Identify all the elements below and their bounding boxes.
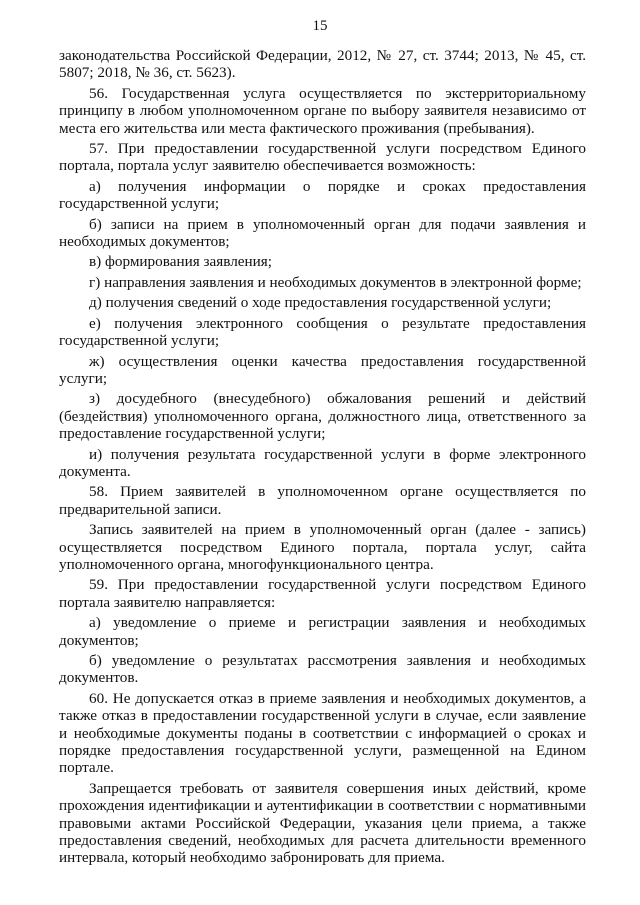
list-item-v: в) формирования заявления; xyxy=(89,253,272,271)
paragraph-58: 58. Прием заявителей в уполномоченном органе осуществляется по предварительной записи. xyxy=(59,483,586,518)
list-item-g: г) направления заявления и необходимых документов в электронной форме; xyxy=(89,273,582,291)
paragraph-60: 60. Не допускается отказ в приеме заявления и необходимых документов, а также отказ в предоставлении государственной услуги в случае, если заявление и необходимые документы поданы в соответствии с информацией о сроках и порядке предоставления государственной услуги, размещенной на Едином портале. xyxy=(59,689,586,777)
list-item-59-b: б) уведомление о результатах рассмотрения заявления и необходимых документов. xyxy=(59,652,586,687)
list-item-d: д) получения сведений о ходе предоставления государственной услуги; xyxy=(89,294,552,312)
paragraph-continuation: законодательства Российской Федерации, 2012, № 27, ст. 3744; 2013, № 45, ст. 5807; 2018, № 36, ст. 5623). xyxy=(59,47,586,82)
list-item-a: а) получения информации о порядке и сроках предоставления государственной услуги; xyxy=(59,177,586,213)
list-item-b: б) записи на прием в уполномоченный орган для подачи заявления и необходимых документов; xyxy=(59,215,586,251)
list-item-zh: ж) осуществления оценки качества предоставления государственной услуги; xyxy=(59,352,586,387)
paragraph-59: 59. При предоставлении государственной услуги посредством Единого портала заявителю направляется: xyxy=(59,576,586,611)
list-item-z: з) досудебного (внесудебного) обжалования решений и действий (бездействия) уполномоченного органа, должностного лица, ответственного за предоставление государственной услуги; xyxy=(59,390,586,443)
list-item-i: и) получения результата государственной услуги в форме электронного документа. xyxy=(59,445,586,480)
list-item-e: е) получения электронного сообщения о результате предоставления государственной услуги; xyxy=(59,314,586,350)
paragraph-58-record: Запись заявителей на прием в уполномоченный орган (далее - запись) осуществляется посредством Единого портала, портала услуг, сайта уполномоченного органа, многофункционального центра. xyxy=(59,521,586,573)
paragraph-60-prohibition: Запрещается требовать от заявителя совершения иных действий, кроме прохождения идентификации и аутентификации в соответствии с нормативными правовыми актами Российской Федерации, указания цели приема, а также предоставления сведений, необходимых для расчета длительности временного интервала, который необходимо забронировать для приема. xyxy=(59,779,586,867)
page-number: 15 xyxy=(312,18,328,34)
paragraph-57: 57. При предоставлении государственной услуги посредством Единого портала, портала услуг заявителю обеспечивается возможность: xyxy=(59,140,586,175)
document-body xyxy=(59,47,586,867)
list-item-59-a: а) уведомление о приеме и регистрации заявления и необходимых документов; xyxy=(59,614,586,649)
paragraph-56: 56. Государственная услуга осуществляется по экстерриториальному принципу в любом уполномоченном органе по выбору заявителя независимо от места его жительства или места фактического проживания (пребывания). xyxy=(59,84,586,137)
